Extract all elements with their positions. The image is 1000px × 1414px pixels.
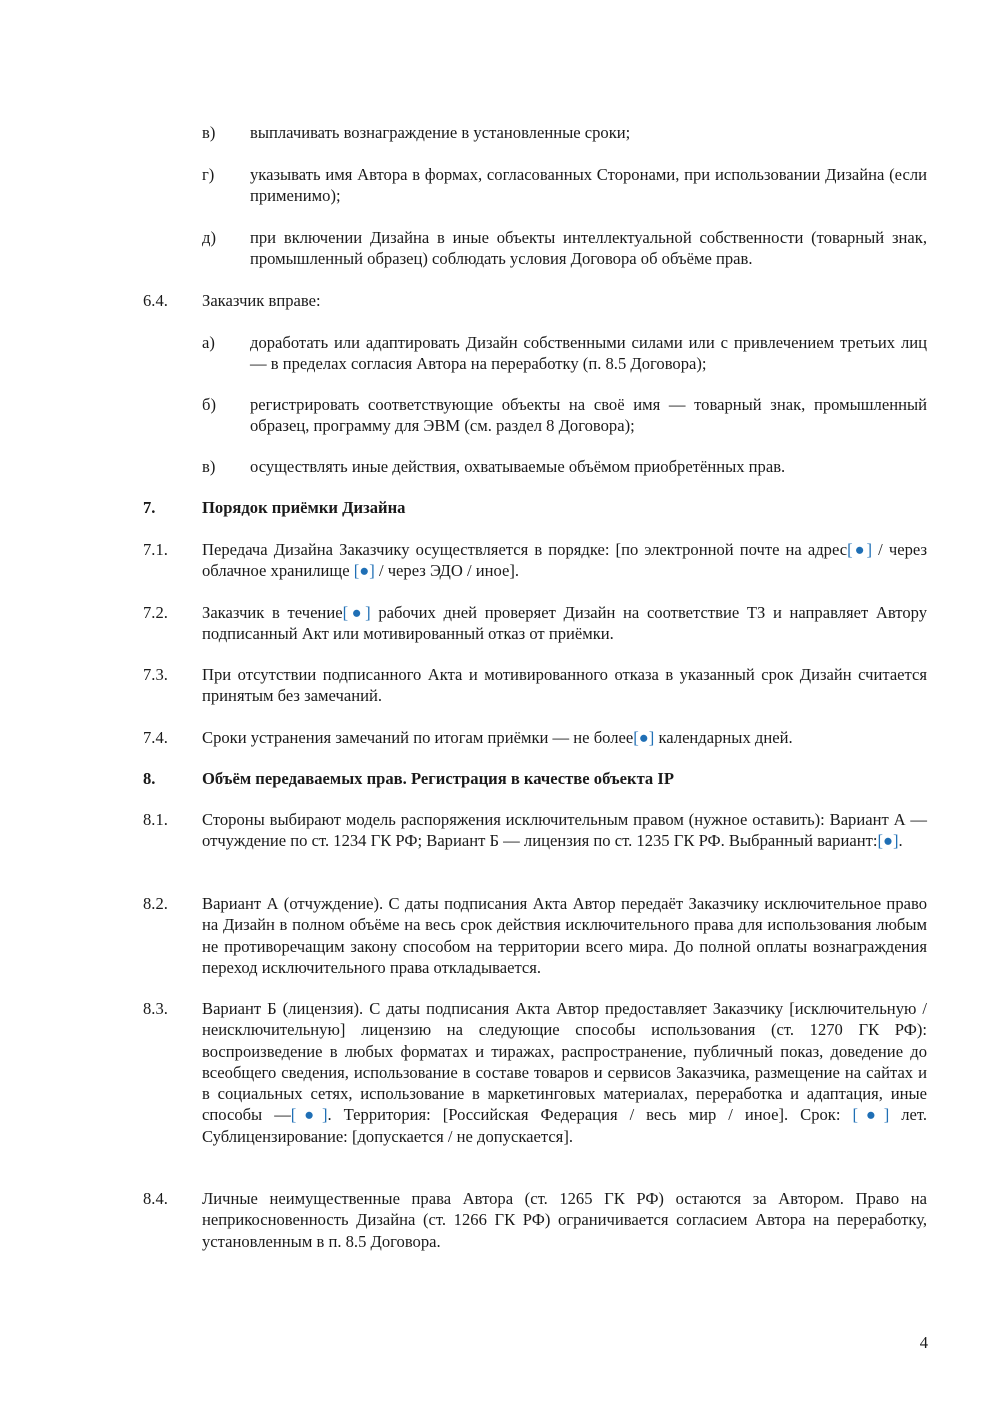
item-label: г) — [202, 165, 215, 184]
clause-text-part: . — [898, 831, 903, 851]
item-label: д) — [202, 228, 216, 247]
section-number: 8. — [143, 769, 156, 788]
item-text: регистрировать соответствующие объекты на своё имя — товарный знак, промышленный образец, программу для ЭВМ (см. раздел 8 Договора); — [250, 395, 927, 436]
clause-number: 7.4. — [143, 728, 168, 747]
clause-text-part: Стороны выбирают модель распоряжения исключительным правом (нужное оставить): Вариант А — отчуждение по ст. 1234 ГК РФ; Вариант Б — лицензия по ст. 1235 ГК РФ. Выбранный вариант: — [202, 810, 927, 851]
clause-text-part: Передача Дизайна Заказчику осуществляется в порядке: [по электронной почте на адрес — [202, 540, 848, 559]
item-text: при включении Дизайна в иные объекты интеллектуальной собственности (товарный знак, промышленный образец) соблюдать условия Договора об объёме прав. — [250, 228, 927, 269]
item-text: выплачивать вознаграждение в установленные сроки; — [250, 123, 631, 142]
clause-text-part: Сроки устранения замечаний по итогам приёмки — не более — [202, 728, 634, 747]
item-label: в) — [202, 123, 216, 142]
placeholder-marker: [●] — [290, 1105, 328, 1125]
item-label: а) — [202, 333, 215, 352]
clause-text-part: Вариант Б (лицензия). С даты подписания Акта Автор предоставляет Заказчику [исключительную / неисключительную] лицензию на следующие способы использования (ст. 1270 ГК РФ): воспроизведение в любых форматах и тиражах, распространение, публичный показ, доведение до всеобщего сведения, использование в составе товаров и сервисов Заказчика, размещение на сайтах и в социальных сетях, использование в маркетинговых материалах, переработка и адаптация, иные способы — — [202, 999, 927, 1125]
placeholder-marker: [●] — [633, 728, 655, 747]
clause-text — [202, 998, 927, 1147]
item-text: указывать имя Автора в формах, согласованных Сторонами, при использовании Дизайна (если применимо); — [250, 165, 927, 206]
clause-text-part: . Территория: [Российская Федерация / весь мир / иное]. Срок: — [327, 1105, 853, 1125]
clause-number: 6.4. — [143, 291, 168, 310]
clause-number: 8.4. — [143, 1189, 168, 1208]
item-label: в) — [202, 457, 216, 476]
clause-number: 7.3. — [143, 665, 168, 684]
clause-text-part: лет. Сублицензирование: [допускается / не допускается]. — [202, 1105, 928, 1146]
clause-number: 7.1. — [143, 540, 168, 559]
clause-text-part: рабочих дней проверяет Дизайн на соответствие ТЗ и направляет Автору подписанный Акт или мотивированный отказ от приёмки. — [202, 603, 927, 644]
clause-text: При отсутствии подписанного Акта и мотивированного отказа в указанный срок Дизайн считается принятым без замечаний. — [202, 665, 927, 706]
clause-text: Вариант А (отчуждение). С даты подписания Акта Автор передаёт Заказчику исключительное право на Дизайн в полном объёме на весь срок действия исключительного права для использования любым не противоречащим закону способом на территории всего мира. До полной оплаты вознаграждения переход исключительного права откладывается. — [202, 894, 927, 977]
clause-text-part: / через ЭДО / иное]. — [374, 561, 520, 581]
section-number: 7. — [143, 498, 156, 517]
clause-number: 8.2. — [143, 894, 168, 913]
section-title: Объём передаваемых прав. Регистрация в качестве объекта IP — [202, 769, 674, 788]
clause-number: 7.2. — [143, 603, 168, 622]
item-text: доработать или адаптировать Дизайн собственными силами или с привлечением третьих лиц — в пределах согласия Автора на переработку (п. 8.5 Договора); — [250, 333, 927, 374]
placeholder-marker: [●] — [877, 831, 899, 851]
clause-text-part: / через облачное хранилище — [202, 540, 927, 581]
clause-text: Личные неимущественные права Автора (ст. 1265 ГК РФ) остаются за Автором. Право на неприкосновенность Дизайна (ст. 1266 ГК РФ) ограничивается согласием Автора на переработку, установленным в п. 8.5 Договора. — [202, 1189, 927, 1251]
placeholder-marker: [●] — [342, 603, 371, 622]
page-number: 4 — [919, 1333, 928, 1352]
placeholder-marker: [●] — [852, 1105, 890, 1125]
placeholder-marker: [●] — [847, 540, 873, 559]
section-title: Порядок приёмки Дизайна — [202, 498, 406, 517]
item-text: осуществлять иные действия, охватываемые объёмом приобретённых прав. — [250, 457, 786, 476]
item-label: б) — [202, 395, 216, 414]
clause-text-part: Заказчик в течение — [202, 603, 343, 622]
clause-number: 8.1. — [143, 810, 168, 829]
clause-text: Заказчик вправе: — [202, 291, 321, 310]
clause-text — [202, 539, 927, 582]
clause-number: 8.3. — [143, 999, 168, 1018]
clause-text — [202, 809, 927, 852]
clause-text — [202, 727, 927, 748]
clause-text — [202, 602, 927, 645]
clause-text-part: календарных дней. — [654, 728, 793, 747]
placeholder-marker: [●] — [353, 561, 375, 581]
